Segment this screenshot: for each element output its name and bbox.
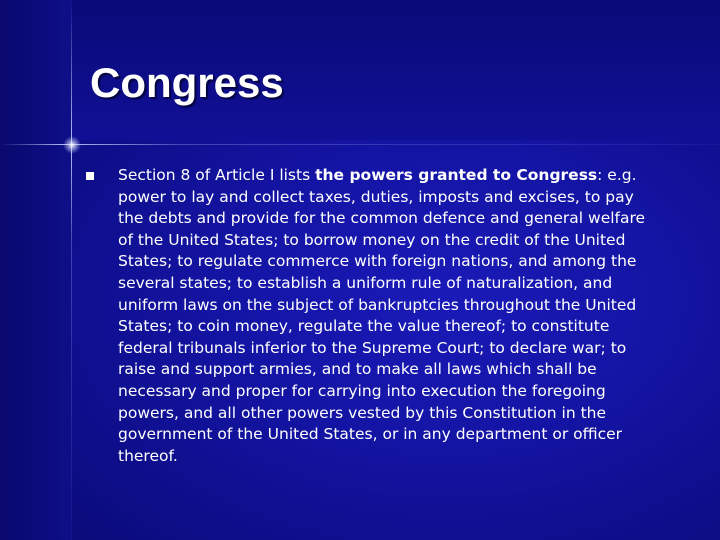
bullet-item <box>86 165 656 467</box>
bullet-emphasis: the powers granted to Congress <box>315 166 598 184</box>
vertical-glow-line <box>71 0 72 540</box>
square-bullet-icon <box>86 172 94 180</box>
bullet-text <box>118 165 656 467</box>
bullet-intro: Section 8 of Article I lists <box>118 166 316 184</box>
horizontal-glow-line <box>0 144 720 145</box>
background-left-band <box>0 0 72 540</box>
slide-title: Congress <box>90 59 284 106</box>
star-flare-icon <box>63 136 81 154</box>
bullet-rest: : e.g. power to lay and collect taxes, duties, imposts and excises, to pay the debts and provide for the common defence and general welfare of the United States; to borrow money on the credit of the United States; to regulate commerce with foreign nations, and among the several states; to establish a uniform rule of naturalization, and uniform laws on the subject of bankruptcies throughout the United States; to coin money, regulate the value thereof; to constitute federal tribunals inferior to the Supreme Court; to declare war; to raise and support armies, and to make all laws which shall be necessary and proper for carrying into execution the foregoing powers, and all other powers vested by this Constitution in the government of the United States, or in any department or officer thereof. <box>118 166 646 465</box>
